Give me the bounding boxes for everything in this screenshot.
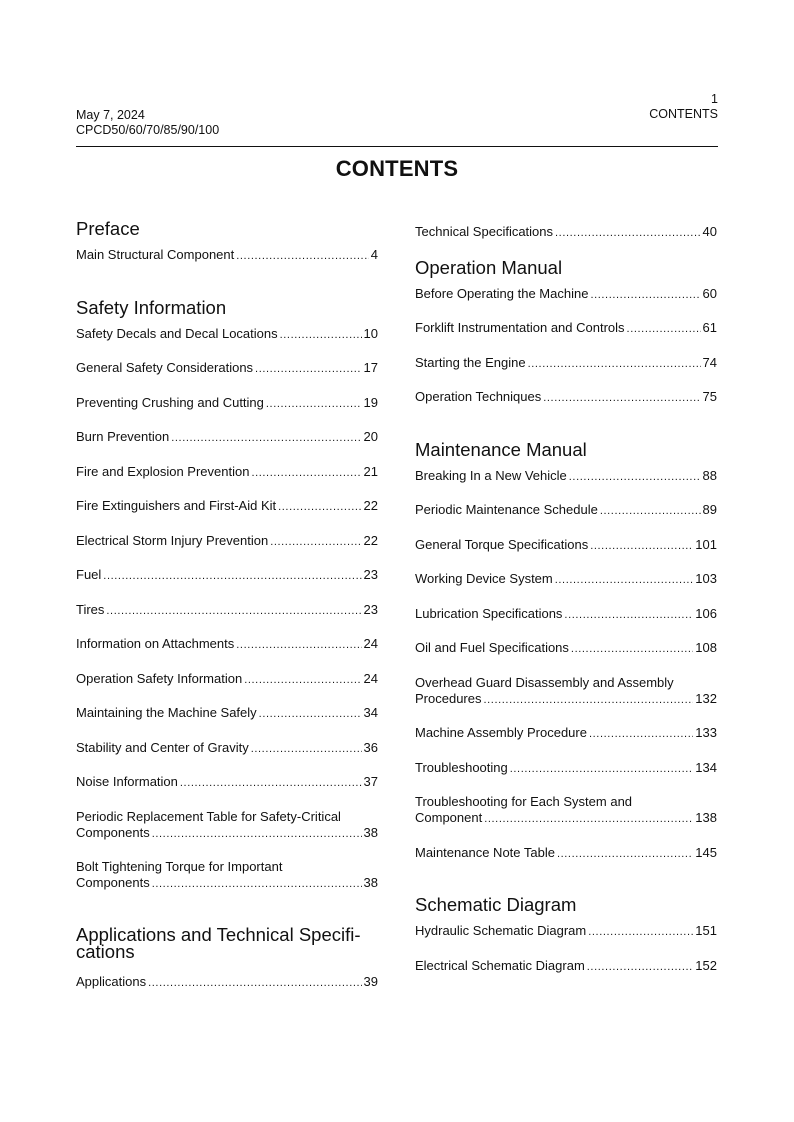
toc-entry-text: Applications xyxy=(76,973,147,989)
leader-dots xyxy=(571,641,693,657)
toc-entry-text: Fire and Explosion Prevention xyxy=(76,463,250,479)
toc-column-right xyxy=(415,224,717,992)
toc-entry-page: 134 xyxy=(695,759,717,775)
leader-dots xyxy=(484,811,693,827)
toc-entry-text: Electrical Schematic Diagram xyxy=(415,957,585,973)
toc-entry-text: Noise Information xyxy=(76,774,178,789)
toc-entry-operation-safety[interactable] xyxy=(76,671,378,688)
toc-entry-page: 37 xyxy=(363,774,378,789)
toc-entry-text: Lubrication Specifications xyxy=(415,605,563,621)
toc-entry-text: Preventing Crushing and Cutting xyxy=(76,394,264,410)
header-model: CPCD50/60/70/85/90/100 xyxy=(76,123,220,137)
leader-dots xyxy=(528,356,701,372)
toc-entry-text: Burn Prevention xyxy=(76,429,170,444)
toc-entry-electrical-storm[interactable] xyxy=(76,533,378,550)
page-title: CONTENTS xyxy=(335,156,459,181)
leader-dots xyxy=(557,846,693,862)
toc-entry-page: 152 xyxy=(695,957,717,973)
toc-entry-text-line1: Troubleshooting for Each System and xyxy=(415,794,633,809)
toc-entry-page: 22 xyxy=(363,532,378,548)
toc-entry-page: 108 xyxy=(695,640,717,655)
toc-entry-page: 34 xyxy=(363,705,378,720)
leader-dots xyxy=(180,775,362,791)
leader-dots xyxy=(600,503,701,519)
toc-entry-text: Before Operating the Machine xyxy=(415,285,589,301)
toc-entry-page: 74 xyxy=(702,354,717,370)
toc-entry-text-line1: Periodic Replacement Table for Safety-Critical xyxy=(76,808,341,824)
section-title-schematic: Schematic Diagram xyxy=(415,894,577,915)
running-header-left xyxy=(76,108,219,138)
toc-entry-text: Stability and Center of Gravity xyxy=(76,739,249,755)
toc-entry-overhead-guard[interactable] xyxy=(415,675,717,708)
leader-dots xyxy=(587,959,694,975)
toc-entry-working-device[interactable] xyxy=(415,571,717,588)
section-title-maintenance: Maintenance Manual xyxy=(415,438,587,460)
toc-entry-text: Components xyxy=(76,824,150,840)
toc-entry-text-line1: Bolt Tightening Torque for Important xyxy=(76,859,283,874)
toc-entry-text: Operation Safety Information xyxy=(76,670,243,686)
toc-entry-text: Tires xyxy=(76,601,105,617)
leader-dots xyxy=(278,499,361,515)
toc-entry-page: 89 xyxy=(702,502,717,517)
toc-entry-page: 103 xyxy=(695,571,717,586)
toc-entry-before-operating[interactable] xyxy=(415,286,717,303)
leader-dots xyxy=(152,876,362,892)
toc-entry-text: Oil and Fuel Specifications xyxy=(415,640,569,655)
toc-entry-troubleshooting-system[interactable] xyxy=(415,794,717,827)
toc-entry-text: Troubleshooting xyxy=(415,759,508,775)
leader-dots xyxy=(251,465,361,481)
section-title-operation: Operation Manual xyxy=(415,256,563,278)
toc-entry-periodic-maintenance[interactable] xyxy=(415,502,717,519)
toc-entry-page: 38 xyxy=(363,824,378,840)
toc-entry-text: Operation Techniques xyxy=(415,389,542,404)
toc-entry-text: Maintenance Note Table xyxy=(415,844,555,860)
leader-dots xyxy=(510,761,694,777)
section-title-line1: Applications and Technical Specifi- xyxy=(76,923,361,945)
header-section: CONTENTS xyxy=(649,107,718,121)
toc-entry-text-line1: Overhead Guard Disassembly and Assembly xyxy=(415,674,674,690)
leader-dots xyxy=(483,692,693,708)
section-title-safety: Safety Information xyxy=(76,296,227,318)
toc-entry-noise[interactable] xyxy=(76,774,378,791)
toc-entry-maintenance-note[interactable] xyxy=(415,845,717,862)
toc-entry-text: Fuel xyxy=(76,567,102,582)
leader-dots xyxy=(569,469,701,485)
toc-entry-fuel[interactable] xyxy=(76,567,378,584)
toc-entry-stability[interactable] xyxy=(76,740,378,757)
leader-dots xyxy=(171,430,361,446)
toc-entry-electrical-schematic[interactable] xyxy=(415,958,717,975)
leader-dots xyxy=(148,975,361,991)
leader-dots xyxy=(106,603,361,619)
toc-entry-text: Electrical Storm Injury Prevention xyxy=(76,532,269,548)
leader-dots xyxy=(152,826,362,842)
toc-entry-breaking-in[interactable] xyxy=(415,468,717,485)
toc-entry-instrumentation[interactable] xyxy=(415,320,717,337)
toc-entry-text: Components xyxy=(76,875,150,890)
toc-entry-hydraulic-schematic[interactable] xyxy=(415,923,717,940)
toc-entry-text: Forklift Instrumentation and Controls xyxy=(415,320,625,335)
leader-dots xyxy=(270,534,361,550)
toc-entry-text: Machine Assembly Procedure xyxy=(415,725,587,740)
leader-dots xyxy=(236,637,361,653)
toc-entry-text: Technical Specifications xyxy=(415,224,554,239)
leader-dots xyxy=(244,672,361,688)
leader-dots xyxy=(564,607,693,623)
toc-entry-page: 24 xyxy=(363,670,378,686)
section-title-applications xyxy=(76,923,378,962)
leader-dots xyxy=(590,287,700,303)
toc-entry-fire-explosion[interactable] xyxy=(76,464,378,481)
leader-dots xyxy=(589,726,693,742)
toc-entry-page: 19 xyxy=(363,394,378,410)
leader-dots xyxy=(590,538,693,554)
toc-entry-page: 21 xyxy=(363,463,378,479)
toc-entry-page: 17 xyxy=(363,360,378,375)
leader-dots xyxy=(251,741,362,757)
toc-entry-machine-assembly[interactable] xyxy=(415,725,717,742)
toc-entry-text: Procedures xyxy=(415,690,482,706)
toc-entry-page: 75 xyxy=(702,389,717,404)
leader-dots xyxy=(588,924,693,940)
leader-dots xyxy=(236,248,369,264)
toc-entry-oil-fuel[interactable] xyxy=(415,640,717,657)
toc-entry-text: Working Device System xyxy=(415,571,553,586)
toc-entry-page: 133 xyxy=(695,725,717,740)
toc-entry-page: 151 xyxy=(695,923,717,938)
toc-entry-starting-engine[interactable] xyxy=(415,355,717,372)
leader-dots xyxy=(259,706,362,722)
toc-entry-burn-prevention[interactable] xyxy=(76,429,378,446)
toc-entry-page: 39 xyxy=(363,973,378,989)
toc-entry-page: 88 xyxy=(702,467,717,483)
toc-entry-page: 24 xyxy=(363,636,378,651)
toc-entry-text: Maintaining the Machine Safely xyxy=(76,705,257,720)
toc-entry-text: General Torque Specifications xyxy=(415,536,589,552)
toc-entry-fire-extinguishers[interactable] xyxy=(76,498,378,515)
toc-entry-page: 138 xyxy=(695,810,717,825)
toc-entry-applications[interactable] xyxy=(76,974,378,991)
toc-entry-page: 22 xyxy=(363,498,378,513)
toc-entry-page: 10 xyxy=(363,325,378,341)
running-header-right xyxy=(649,92,718,122)
leader-dots xyxy=(543,390,700,406)
toc-entry-text: Main Structural Component xyxy=(76,247,235,262)
toc-entry-general-torque[interactable] xyxy=(415,537,717,554)
toc-entry-page: 61 xyxy=(702,320,717,335)
toc-entry-text: Periodic Maintenance Schedule xyxy=(415,502,598,517)
toc-entry-page: 101 xyxy=(695,536,717,552)
leader-dots xyxy=(280,327,362,343)
toc-column-left xyxy=(76,220,378,1008)
toc-entry-text: Component xyxy=(415,810,483,825)
toc-entry-troubleshooting[interactable] xyxy=(415,760,717,777)
toc-entry-page: 4 xyxy=(370,247,378,262)
toc-entry-bolt-torque[interactable] xyxy=(76,859,378,892)
toc-entry-operation-techniques[interactable] xyxy=(415,389,717,406)
header-rule xyxy=(76,146,718,147)
toc-entry-text: Safety Decals and Decal Locations xyxy=(76,325,278,341)
leader-dots xyxy=(266,396,362,412)
toc-entry-tires[interactable] xyxy=(76,602,378,619)
leader-dots xyxy=(555,572,694,588)
toc-entry-technical-specifications[interactable] xyxy=(415,224,717,241)
header-page-number: 1 xyxy=(711,92,718,106)
toc-entry-general-safety[interactable] xyxy=(76,360,378,377)
toc-entry-text: Starting the Engine xyxy=(415,354,526,370)
toc-entry-text: General Safety Considerations xyxy=(76,360,254,375)
toc-entry-safety-decals[interactable] xyxy=(76,326,378,343)
header-date: May 7, 2024 xyxy=(76,108,145,122)
toc-entry-page: 23 xyxy=(363,567,378,582)
toc-entry-text: Fire Extinguishers and First-Aid Kit xyxy=(76,498,277,513)
leader-dots xyxy=(103,568,361,584)
toc-entry-page: 145 xyxy=(695,844,717,860)
toc-entry-page: 132 xyxy=(695,690,717,706)
toc-entry-page: 106 xyxy=(695,605,717,621)
toc-entry-page: 60 xyxy=(702,285,717,301)
section-title-preface: Preface xyxy=(76,218,140,239)
toc-entry-maintaining-safely[interactable] xyxy=(76,705,378,722)
toc-entry-periodic-replacement[interactable] xyxy=(76,809,378,842)
toc-entry-page: 36 xyxy=(363,739,378,755)
toc-entry-text: Hydraulic Schematic Diagram xyxy=(415,923,587,938)
toc-entry-lubrication[interactable] xyxy=(415,606,717,623)
leader-dots xyxy=(627,321,701,337)
leader-dots xyxy=(555,225,701,241)
toc-entry-text: Information on Attachments xyxy=(76,636,235,651)
toc-entry-page: 40 xyxy=(702,224,717,239)
toc-entry-page: 20 xyxy=(363,429,378,444)
toc-entry-preventing-crushing[interactable] xyxy=(76,395,378,412)
toc-entry-page: 38 xyxy=(363,875,378,890)
toc-entry-attachments[interactable] xyxy=(76,636,378,653)
toc-entry-page: 23 xyxy=(363,601,378,617)
toc-entry-text: Breaking In a New Vehicle xyxy=(415,467,567,483)
leader-dots xyxy=(255,361,361,377)
toc-entry-main-structural-component[interactable] xyxy=(76,247,378,264)
section-title-line2: cations xyxy=(76,940,135,962)
